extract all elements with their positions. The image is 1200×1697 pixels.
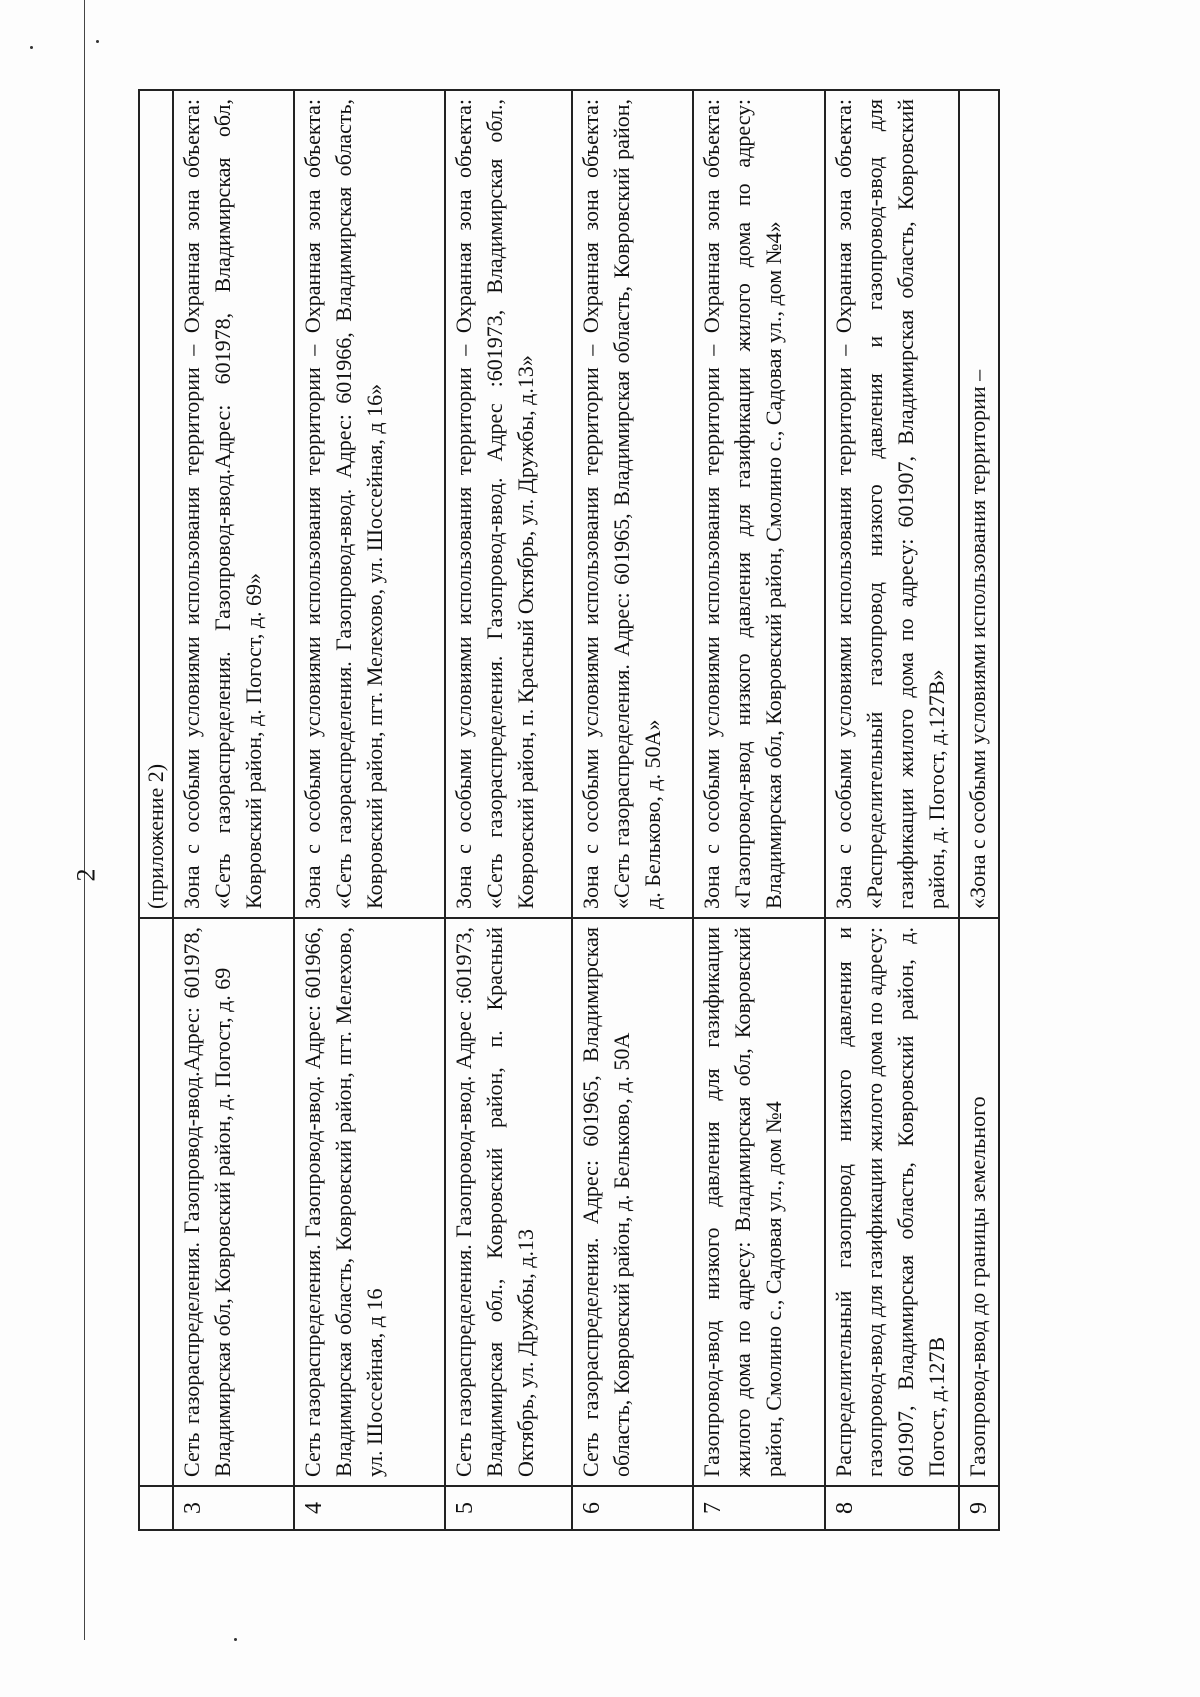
page-number: 2 (71, 868, 101, 882)
page-margin-line (84, 0, 85, 1640)
row-number: 3 (173, 1486, 294, 1530)
object-description: Газопровод-ввод до границы земельного (959, 918, 999, 1486)
zone-description: «Зона с особыми условиями использования территории – (959, 90, 999, 918)
row-number: 6 (572, 1486, 693, 1530)
object-description: Газопровод-ввод низкого давления для газификации жилого дома по адресу: Владимирская обл, Ковровский район, Смолино с., Садовая ул., дом №4 (693, 918, 825, 1486)
table-row (693, 90, 825, 1530)
zone-description: Зона с особыми условиями использования территории – Охранная зона объекта: «Сеть газораспределения. Газопровод-ввод.Адрес: 601978, Владимирская обл, Ковровский район, д. Погост, д. 69» (173, 90, 294, 918)
table-row (572, 90, 693, 1530)
zone-description: Зона с особыми условиями использования территории – Охранная зона объекта: «Газопровод-ввод низкого давления для газификации жилого дома по адресу: Владимирская обл, Ковровский район, Смолино с., Садовая ул., дом №4» (693, 90, 825, 918)
zone-description: Зона с особыми условиями использования территории – Охранная зона объекта: «Сеть газораспределения. Адрес: 601965, Владимирская область, Ковровский район, д. Бельково, д. 50А» (572, 90, 693, 918)
object-description: Сеть газораспределения. Газопровод-ввод.Адрес: 601978, Владимирская обл, Ковровский район, д. Погост, д. 69 (173, 918, 294, 1486)
row-number: 7 (693, 1486, 825, 1530)
table-row (294, 90, 444, 1530)
row-number: 5 (445, 1486, 573, 1530)
zones-table (138, 89, 1000, 1531)
table-row (445, 90, 573, 1530)
rotated-document (138, 91, 1000, 1531)
object-description: Сеть газораспределения. Газопровод-ввод. Адрес :601973, Владимирская обл., Ковровский район, п. Красный Октябрь, ул. Дружбы, д.13 (445, 918, 573, 1486)
object-description: Сеть газораспределения. Газопровод-ввод. Адрес: 601966, Владимирская область, Ковровский район, пгт. Мелехово, ул. Шоссейная, д 16 (294, 918, 444, 1486)
zone-description: Зона с особыми условиями использования территории – Охранная зона объекта: «Распределительный газопровод низкого давления и газопровод-ввод для газификации жилого дома по адресу: 601907, Владимирская область, Ковровский район, д. Погост, д.127В» (825, 90, 959, 918)
object-description: Сеть газораспределения. Адрес: 601965, Владимирская область, Ковровский район, д. Бельково, д. 50А (572, 918, 693, 1486)
scan-speck (234, 1638, 237, 1641)
table-row (173, 90, 294, 1530)
header-cell-number (139, 1486, 173, 1530)
header-cell-appendix: (приложение 2) (139, 90, 173, 918)
table-header-row (139, 90, 173, 1530)
row-number: 9 (959, 1486, 999, 1530)
row-number: 8 (825, 1486, 959, 1530)
object-description: Распределительный газопровод низкого давления и газопровод-ввод для газификации жилого дома по адресу: 601907, Владимирская область, Ковровский район, д. Погост, д.127В (825, 918, 959, 1486)
table-row (959, 90, 999, 1530)
zone-description: Зона с особыми условиями использования территории – Охранная зона объекта: «Сеть газораспределения. Газопровод-ввод. Адрес :601973, Владимирская обл., Ковровский район, п. Красный Октябрь, ул. Дружбы, д.13» (445, 90, 573, 918)
scan-speck (96, 40, 99, 43)
scan-speck (30, 46, 33, 49)
row-number: 4 (294, 1486, 444, 1530)
header-cell-object (139, 918, 173, 1486)
table-row (825, 90, 959, 1530)
zone-description: Зона с особыми условиями использования территории – Охранная зона объекта: «Сеть газораспределения. Газопровод-ввод. Адрес: 601966, Владимирская область, Ковровский район, пгт. Мелехово, ул. Шоссейная, д 16» (294, 90, 444, 918)
